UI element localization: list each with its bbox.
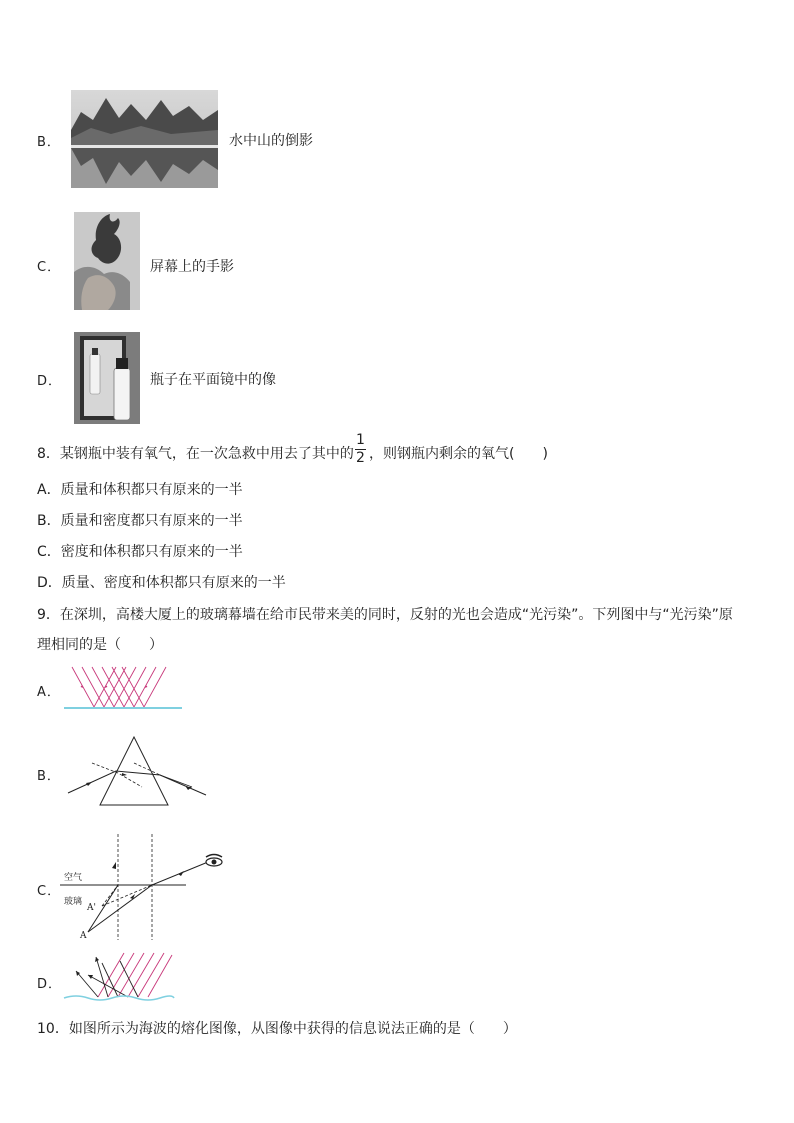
point-a-label: A bbox=[80, 931, 87, 941]
q10-stem: 10．如图所示为海波的熔化图像，从图像中获得的信息说法正确的是（ ） bbox=[37, 1021, 517, 1037]
q9-option-a-label: A． bbox=[37, 685, 61, 700]
q7-option-c-caption: 屏幕上的手影 bbox=[150, 259, 234, 275]
air-label: 空气 bbox=[64, 873, 83, 883]
q8-fraction-numerator: 1 bbox=[356, 432, 365, 448]
regular-reflection-diagram bbox=[62, 663, 186, 715]
glass-label: 玻璃 bbox=[64, 897, 83, 907]
q7-option-d-label: D． bbox=[37, 374, 63, 389]
q9-option-c-label: C． bbox=[37, 884, 62, 899]
diffuse-reflection-diagram bbox=[62, 951, 176, 1005]
q9-stem-line2: 理相同的是（ ） bbox=[37, 637, 163, 653]
q8-option-d: D．质量、密度和体积都只有原来的一半 bbox=[37, 575, 286, 591]
air-glass-refraction-diagram bbox=[60, 832, 230, 942]
mountain-reflection-photo bbox=[71, 90, 218, 188]
bottle-mirror-photo bbox=[74, 332, 140, 424]
q8-stem-start: 8．某钢瓶中装有氧气，在一次急救中用去了其中的 bbox=[37, 446, 354, 462]
q7-option-c-label: C． bbox=[37, 260, 62, 275]
q8-option-b: B．质量和密度都只有原来的一半 bbox=[37, 513, 243, 529]
q7-option-d-caption: 瓶子在平面镜中的像 bbox=[150, 372, 276, 388]
point-a-prime-label: A' bbox=[87, 903, 96, 913]
q9-option-d-label: D． bbox=[37, 977, 63, 992]
prism-refraction-diagram bbox=[62, 733, 210, 809]
q8-option-a: A．质量和体积都只有原来的一半 bbox=[37, 482, 243, 498]
q7-option-b-label: B． bbox=[37, 135, 61, 150]
q8-fraction-denominator: 2 bbox=[356, 450, 365, 466]
q9-option-b-label: B． bbox=[37, 769, 61, 784]
q8-option-c: C．密度和体积都只有原来的一半 bbox=[37, 544, 243, 560]
q9-stem-line1: 9．在深圳，高楼大厦上的玻璃幕墙在给市民带来美的同时，反射的光也会造成“光污染”。下列图中与“光污染”原 bbox=[37, 607, 733, 623]
q8-stem-end: ，则钢瓶内剩余的氧气( ) bbox=[369, 446, 548, 462]
hand-shadow-photo bbox=[74, 212, 140, 310]
q8-fraction bbox=[355, 433, 366, 466]
q7-option-b-caption: 水中山的倒影 bbox=[229, 133, 313, 149]
